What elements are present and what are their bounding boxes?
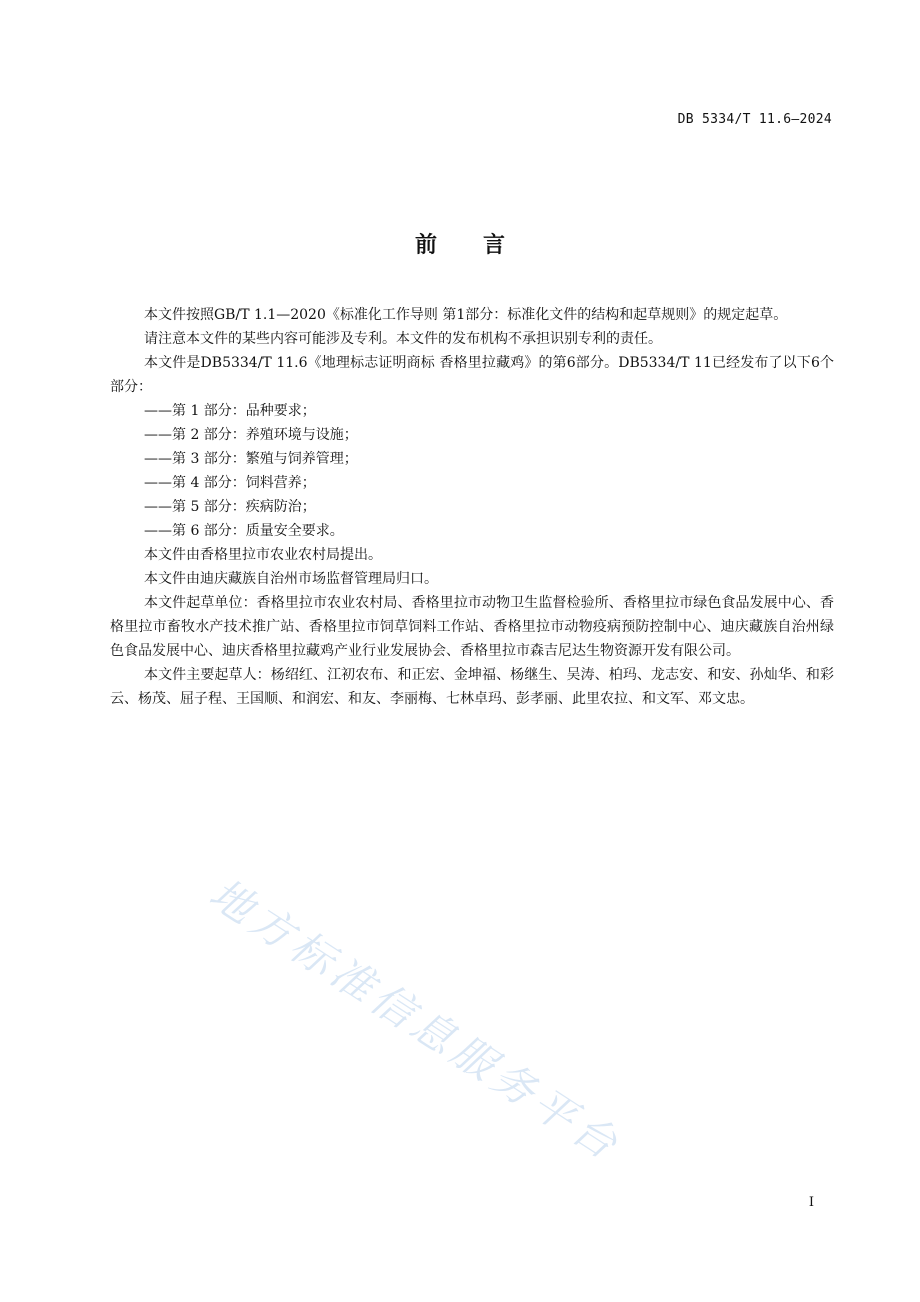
list-item-part-1: ——第 1 部分：品种要求； [144, 403, 316, 419]
title-char-2: 言 [483, 233, 506, 258]
document-code: DB 5334/T 11.6—2024 [677, 112, 832, 127]
paragraph-drafters: 本文件主要起草人：杨绍红、江初农布、和正宏、金坤福、杨继生、吴涛、柏玛、龙志安、和安、孙灿华、和彩云、杨茂、屈子程、王国顺、和润宏、和友、李丽梅、七林卓玛、彭孝丽、此里农拉、和文军、邓文忠。 [110, 667, 834, 707]
list-item-part-3: ——第 3 部分：繁殖与饲养管理； [144, 451, 358, 467]
page-number: I [808, 1195, 814, 1210]
watermark: 地方标准信息服务平台 [200, 868, 631, 1172]
page-title [0, 228, 920, 259]
paragraph-patent-notice: 请注意本文件的某些内容可能涉及专利。本文件的发布机构不承担识别专利的责任。 [144, 331, 662, 347]
paragraph-drafting-units: 本文件起草单位：香格里拉市农业农村局、香格里拉市动物卫生监督检验所、香格里拉市绿色食品发展中心、香格里拉市畜牧水产技术推广站、香格里拉市饲草饲料工作站、香格里拉市动物疫病预防控制中心、迪庆藏族自治州绿色食品发展中心、迪庆香格里拉藏鸡产业行业发展协会、香格里拉市森吉尼达生物资源开发有限公司。 [110, 595, 834, 659]
paragraph-proposer: 本文件由香格里拉市农业农村局提出。 [144, 547, 382, 563]
title-char-1: 前 [414, 233, 437, 258]
list-item-part-4: ——第 4 部分：饲料营养； [144, 475, 316, 491]
paragraph-part-intro: 本文件是DB5334/T 11.6《地理标志证明商标 香格里拉藏鸡》的第6部分。DB5334/T 11已经发布了以下6个部分： [110, 355, 834, 395]
foreword-body [110, 303, 834, 711]
list-item-part-6: ——第 6 部分：质量安全要求。 [144, 523, 344, 539]
paragraph-drafting-basis: 本文件按照GB/T 1.1—2020《标准化工作导则 第1部分：标准化文件的结构和起草规则》的规定起草。 [144, 307, 788, 323]
paragraph-administrator: 本文件由迪庆藏族自治州市场监督管理局归口。 [144, 571, 438, 587]
list-item-part-5: ——第 5 部分：疾病防治； [144, 499, 316, 515]
list-item-part-2: ——第 2 部分：养殖环境与设施； [144, 427, 358, 443]
